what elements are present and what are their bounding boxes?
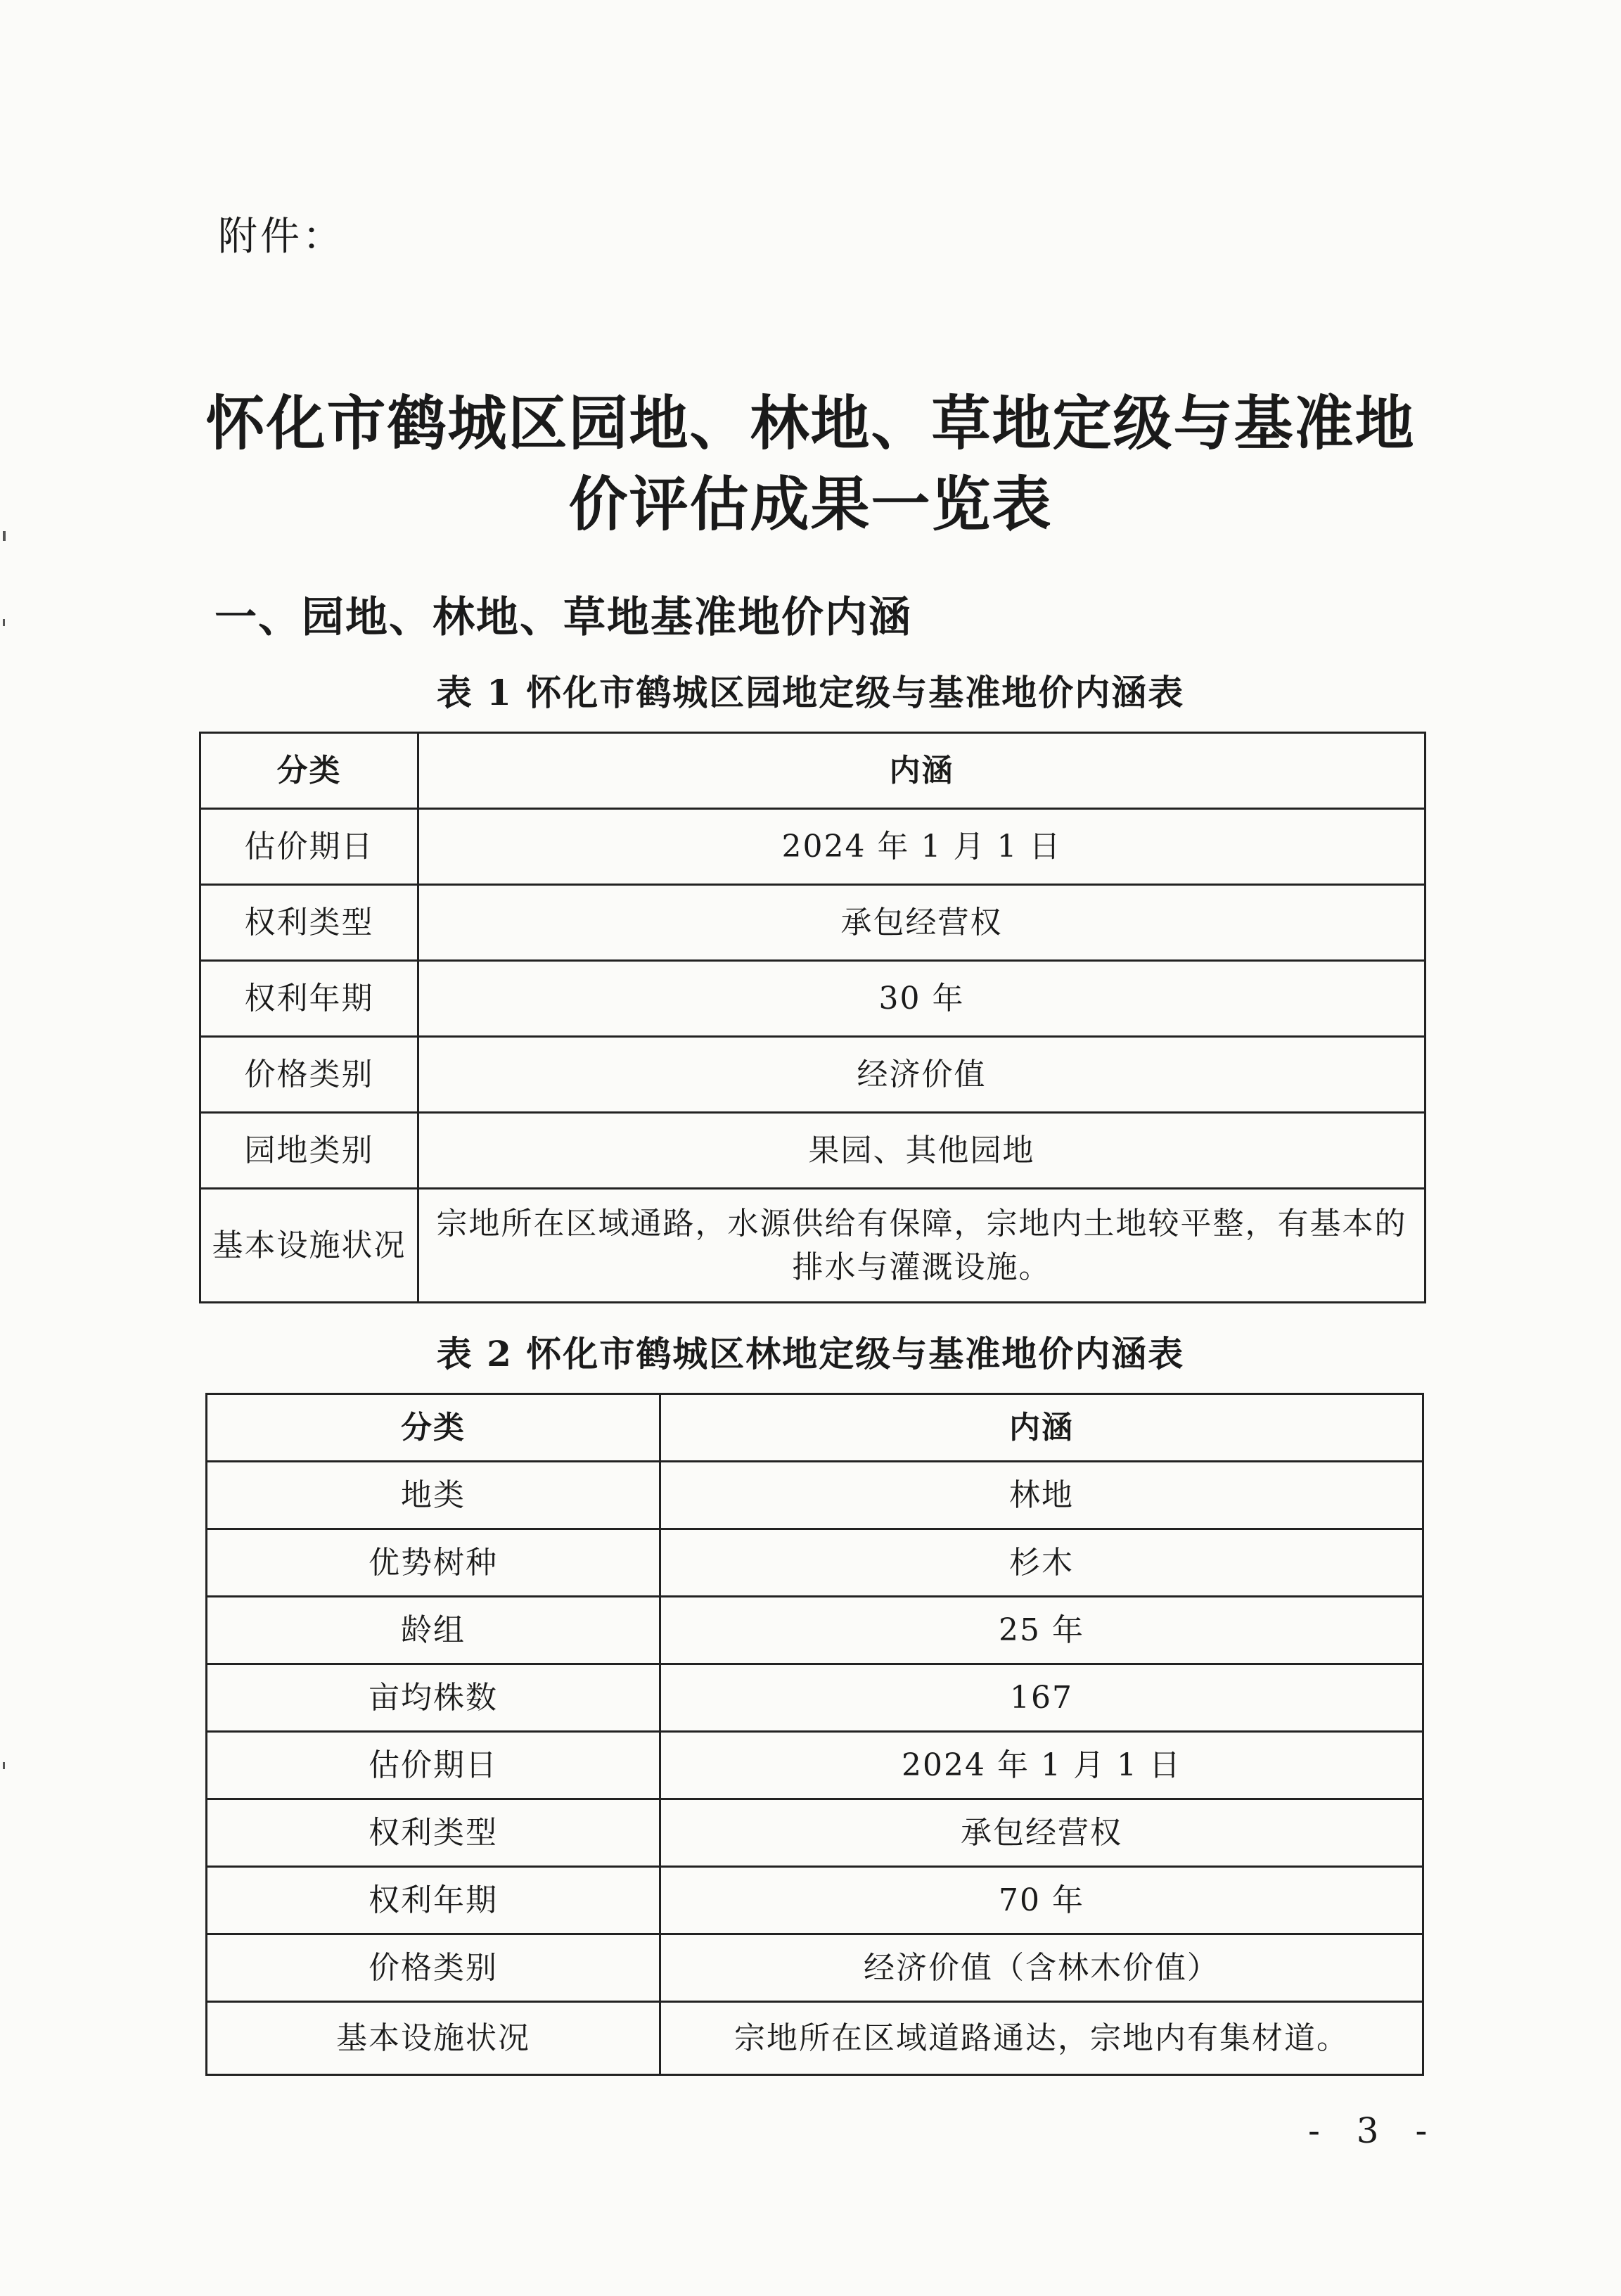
table2-cell-label: 估价期日 xyxy=(207,1732,660,1799)
table-row xyxy=(207,1597,1423,1664)
scan-speck xyxy=(3,1762,5,1769)
table2-cell-value: 2024 年 1 月 1 日 xyxy=(660,1732,1423,1799)
table-row xyxy=(207,1934,1423,2002)
table1-cell-value: 果园、其他园地 xyxy=(418,1113,1425,1189)
table-row xyxy=(200,809,1425,885)
table2-cell-label: 亩均株数 xyxy=(207,1664,660,1732)
table2-cell-value: 杉木 xyxy=(660,1529,1423,1597)
table1-cell-label: 价格类别 xyxy=(200,1037,418,1113)
page-number: - 3 - xyxy=(1308,2110,1440,2151)
table2-cell-label: 基本设施状况 xyxy=(207,2002,660,2075)
table1-cell-label: 园地类别 xyxy=(200,1113,418,1189)
table-row xyxy=(200,1113,1425,1189)
table2-caption: 表 2 怀化市鹤城区林地定级与基准地价内涵表 xyxy=(436,1333,1185,1375)
table1-cell-label: 基本设施状况 xyxy=(200,1189,418,1303)
table-row xyxy=(207,1462,1423,1529)
table1-cell-label: 权利类型 xyxy=(200,885,418,961)
table-row xyxy=(200,885,1425,961)
scan-speck xyxy=(3,531,6,541)
table2-cell-label: 地类 xyxy=(207,1462,660,1529)
table2-cell-value: 承包经营权 xyxy=(660,1799,1423,1867)
table-row xyxy=(207,1732,1423,1799)
table2-cell-value: 宗地所在区域道路通达，宗地内有集材道。 xyxy=(660,2002,1423,2075)
table1-cell-value: 2024 年 1 月 1 日 xyxy=(418,809,1425,885)
section-heading: 一、园地、林地、草地基准地价内涵 xyxy=(214,593,912,642)
table2-cell-label: 优势树种 xyxy=(207,1529,660,1597)
table1-caption: 表 1 怀化市鹤城区园地定级与基准地价内涵表 xyxy=(436,672,1185,713)
table1-cell-value: 宗地所在区域通路，水源供给有保障，宗地内土地较平整，有基本的排水与灌溉设施。 xyxy=(418,1189,1425,1303)
table-row xyxy=(200,961,1425,1037)
table2-cell-label: 权利年期 xyxy=(207,1867,660,1934)
table2-header-content: 内涵 xyxy=(660,1394,1423,1462)
table2-cell-label: 龄组 xyxy=(207,1597,660,1664)
table1-cell-value: 承包经营权 xyxy=(418,885,1425,961)
table-row xyxy=(200,1189,1425,1303)
table2-header-row xyxy=(207,1394,1423,1462)
table1-header-content: 内涵 xyxy=(418,733,1425,809)
table2-cell-value: 25 年 xyxy=(660,1597,1423,1664)
table-row xyxy=(207,1664,1423,1732)
table2 xyxy=(205,1393,1424,2076)
table2-header-category: 分类 xyxy=(207,1394,660,1462)
table1-cell-value: 30 年 xyxy=(418,961,1425,1037)
table2-cell-label: 价格类别 xyxy=(207,1934,660,2002)
table1-header-category: 分类 xyxy=(200,733,418,809)
table-row xyxy=(207,1529,1423,1597)
table1-cell-label: 权利年期 xyxy=(200,961,418,1037)
table1-cell-label: 估价期日 xyxy=(200,809,418,885)
document-title-line-1: 怀化市鹤城区园地、林地、草地定级与基准地 xyxy=(205,389,1416,458)
table-row xyxy=(207,2002,1423,2075)
table2-cell-value: 167 xyxy=(660,1664,1423,1732)
document-title-line-2: 价评估成果一览表 xyxy=(568,470,1053,539)
table1-header-row xyxy=(200,733,1425,809)
attachment-label: 附件： xyxy=(218,214,345,260)
table1 xyxy=(199,732,1426,1303)
table2-cell-value: 70 年 xyxy=(660,1867,1423,1934)
scan-speck xyxy=(3,619,5,626)
table-row xyxy=(207,1867,1423,1934)
table-row xyxy=(207,1799,1423,1867)
table-row xyxy=(200,1037,1425,1113)
table2-cell-value: 经济价值（含林木价值） xyxy=(660,1934,1423,2002)
table1-cell-value: 经济价值 xyxy=(418,1037,1425,1113)
table2-cell-label: 权利类型 xyxy=(207,1799,660,1867)
table2-cell-value: 林地 xyxy=(660,1462,1423,1529)
